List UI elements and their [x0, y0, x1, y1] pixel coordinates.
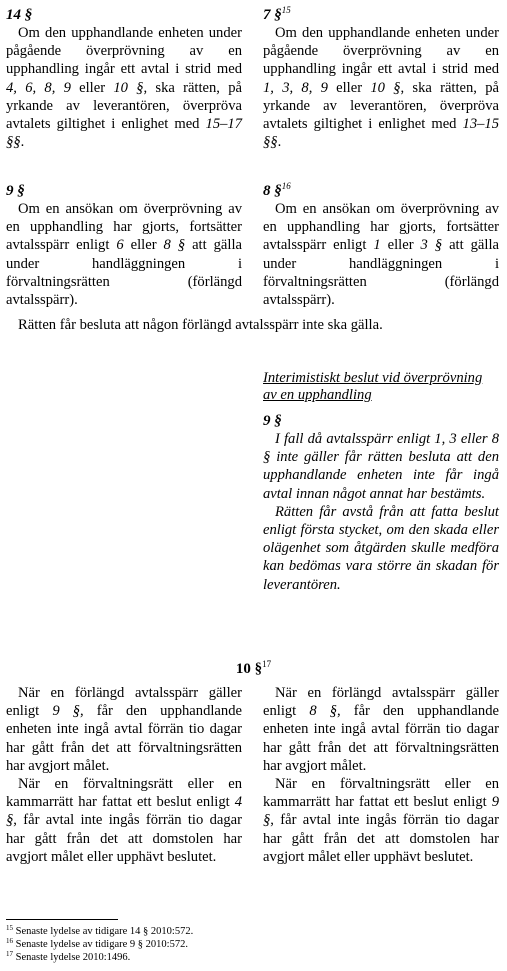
section-8-right	[263, 182, 499, 309]
section-10-left	[6, 684, 242, 866]
interim-text-1: I fall då avtalsspärr enligt 1, 3 eller 8 § inte gäller får rätten besluta att den upphandlande enheten inte får ingå avtal innan något annat har bestämts.	[263, 431, 499, 502]
section-9-left	[6, 182, 242, 309]
section-heading: 9 §	[6, 183, 25, 199]
section-heading: 14 §	[6, 7, 33, 23]
footnote-15: $^{15}$ Senaste lydelse av tidigare 14 § 2010:572.	[6, 924, 194, 937]
section-text-1: När en förlängd avtalsspärr gäller enligt 8 §, får den upphandlande enheten inte ingå avtal förrän tio dagar har gått från det att förvaltningsrätten har avgjort målet.	[263, 685, 499, 774]
footnote-17: $^{17}$ Senaste lydelse 2010:1496.	[6, 950, 131, 963]
footnote-ref: 16	[281, 181, 291, 191]
section-10-heading: 10 §$^{17}$	[235, 659, 272, 677]
section-10-right	[263, 684, 499, 866]
section-7-right	[263, 6, 499, 151]
interim-section	[263, 370, 499, 594]
section-14-left	[6, 6, 242, 151]
section-text-1: När en förlängd avtalsspärr gäller enligt 9 §, får den upphandlande enheten inte ingå avtal förrän tio dagar har gått från det att förvaltningsrätten har avgjort målet.	[6, 685, 242, 774]
footnote-separator	[6, 919, 118, 920]
shared-paragraph: Rätten får besluta att någon förlängd avtalsspärr inte ska gälla.	[18, 317, 383, 333]
footnote-ref: 15	[281, 5, 291, 15]
section-text: Om en ansökan om överprövning av en upphandling har gjorts, fortsätter avtalsspärr enligt 1 eller 3 § att gälla under handläggningen i förvaltningsrätten (förlängd avtalsspärr).	[263, 201, 499, 309]
section-text: Om en ansökan om överprövning av en upphandling har gjorts, fortsätter avtalsspärr enligt 6 eller 8 § att gälla under handläggningen i förvaltningsrätten (förlängd avtalsspärr).	[6, 201, 242, 309]
section-text: Om den upphandlande enheten under pågående överprövning av en upphandling ingår ett avtal i strid med 4, 6, 8, 9 eller 10 §, ska rätten, på yrkande av leverantören, överpröva avtalets giltighet i enlighet med 15–17 §§.	[6, 25, 242, 151]
footnote-16: $^{16}$ Senaste lydelse av tidigare 9 § 2010:572.	[6, 937, 188, 950]
section-text: Om den upphandlande enheten under pågående överprövning av en upphandling ingår ett avtal i strid med 1, 3, 8, 9 eller 10 §, ska rätten, på yrkande av leverantören, överpröva avtalets giltighet i enlighet med 13–15 §§.	[263, 25, 499, 151]
section-heading: 7 §$^{15}$	[263, 5, 291, 23]
section-heading: 9 §	[263, 413, 282, 429]
section-text-2: När en förvaltningsrätt eller en kammarrätt har fattat ett beslut enligt 4 §, får avtal inte ingås förrän tio dagar har gått från det att domstolen har avgjort målet eller upphävt beslutet.	[6, 776, 242, 865]
section-text-2: När en förvaltningsrätt eller en kammarrätt har fattat ett beslut enligt 9 §, får avtal inte ingås förrän tio dagar har gått från det att domstolen har avgjort målet eller upphävt beslutet.	[263, 776, 499, 865]
section-heading: 8 §$^{16}$	[263, 181, 291, 199]
interim-text-2: Rätten får avstå från att fatta beslut enligt första stycket, om den skada eller olägenhet som åtgärden skulle medföra kan bedömas vara större än skadan för leverantören.	[263, 503, 499, 593]
footnote-ref: 17	[262, 659, 272, 669]
interim-title: Interimistiskt beslut vid överprövning av en upphandling	[263, 370, 483, 403]
